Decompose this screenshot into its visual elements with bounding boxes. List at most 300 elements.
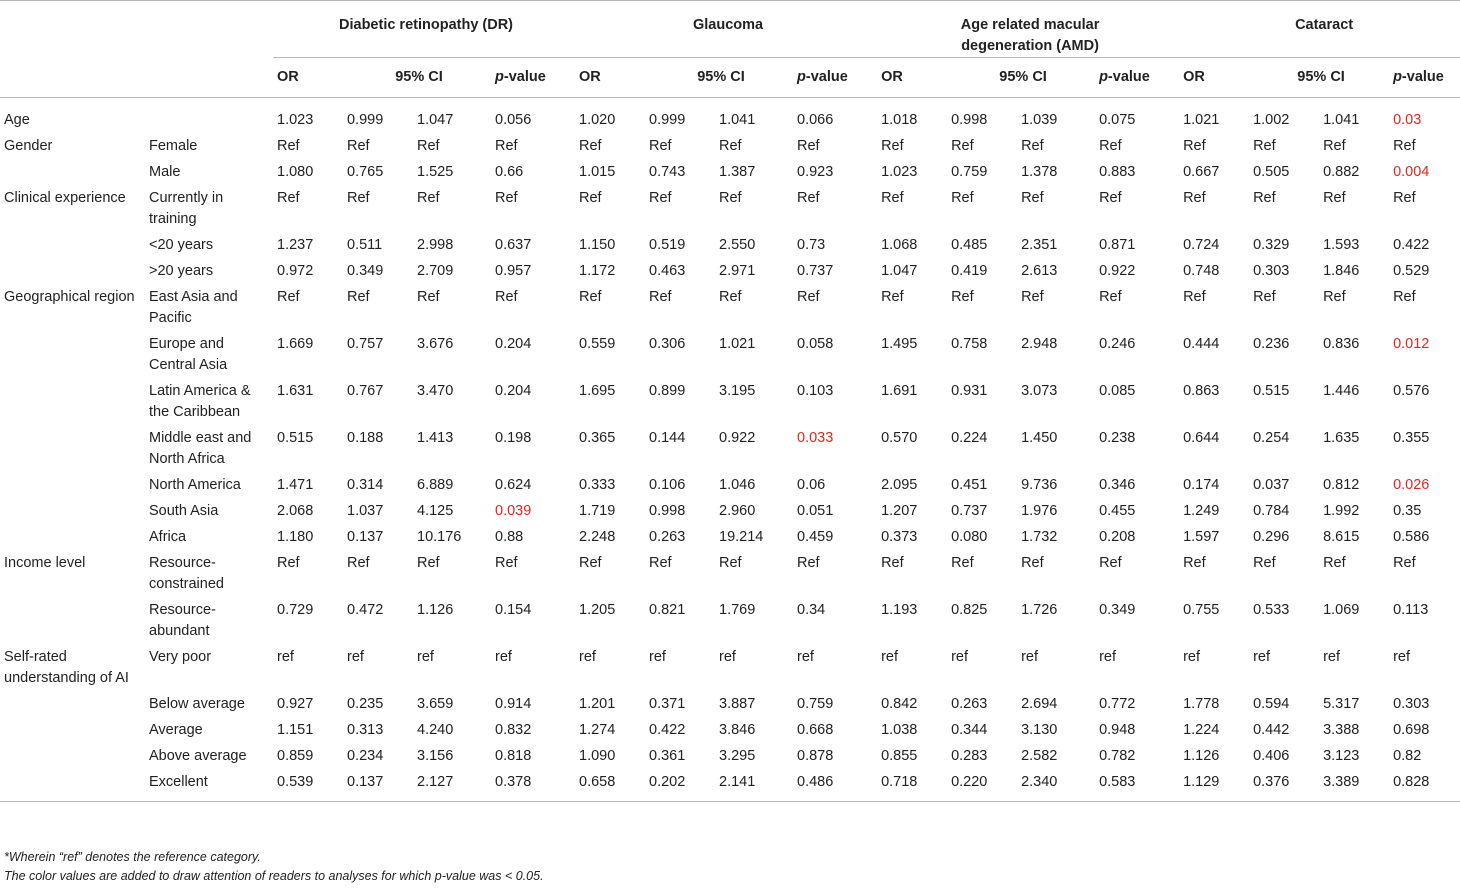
table-cell: 0.039: [495, 503, 532, 519]
table-cell: ref: [951, 649, 968, 665]
col-pvalue-dr: p-value: [491, 58, 575, 98]
row-subcategory: Average: [149, 722, 203, 738]
table-cell: 1.525: [417, 164, 454, 180]
table-cell: Ref: [649, 555, 672, 571]
table-cell: 1.495: [881, 336, 918, 352]
table-cell: 1.207: [881, 503, 918, 519]
table-cell: 3.295: [719, 748, 756, 764]
table-cell: 1.593: [1323, 237, 1360, 253]
table-cell: 0.236: [1253, 336, 1290, 352]
table-cell: Ref: [719, 138, 742, 154]
table-cell: Ref: [1099, 138, 1122, 154]
table-cell: 0.957: [495, 263, 532, 279]
row-category: Gender: [4, 138, 53, 154]
table-cell: 0.667: [1183, 164, 1220, 180]
table-cell: 3.130: [1021, 722, 1058, 738]
table-cell: 0.472: [347, 602, 384, 618]
table-cell: 2.141: [715, 769, 793, 802]
table-cell: 1.378: [1021, 164, 1058, 180]
row-subcategory: Above average: [149, 748, 247, 764]
table-cell: 1.068: [881, 237, 918, 253]
table-cell: 0.371: [649, 696, 686, 712]
table-cell: 0.570: [881, 430, 918, 446]
table-row: [0, 133, 1460, 159]
table-cell: 0.154: [495, 602, 532, 618]
table-cell: 2.127: [413, 769, 491, 802]
table-cell: 1.450: [1021, 430, 1058, 446]
table-cell: ref: [881, 649, 898, 665]
row-subcategory: North America: [149, 477, 241, 493]
table-cell: Ref: [951, 190, 974, 206]
table-cell: 0.586: [1393, 529, 1430, 545]
table-cell: 0.344: [951, 722, 988, 738]
header-blank-2: [0, 58, 273, 98]
table-cell: 0.026: [1393, 477, 1430, 493]
row-subcategory: Excellent: [145, 769, 273, 802]
table-cell: 0.914: [495, 696, 532, 712]
col-ci-glaucoma: 95% CI: [645, 58, 793, 98]
table-cell: Ref: [347, 555, 370, 571]
table-cell: 0.529: [1393, 263, 1430, 279]
table-cell: 2.095: [881, 477, 918, 493]
table-cell: Ref: [797, 190, 820, 206]
table-cell: 2.351: [1021, 237, 1058, 253]
table-cell: 0.422: [649, 722, 686, 738]
table-cell: 0.594: [1253, 696, 1290, 712]
table-row: [0, 284, 1460, 331]
table-cell: Ref: [951, 289, 974, 305]
table-cell: 0.455: [1099, 503, 1136, 519]
table-cell: 0.998: [951, 112, 988, 128]
table-cell: 0.583: [1095, 769, 1179, 802]
table-cell: Ref: [649, 138, 672, 154]
table-cell: 2.248: [579, 529, 616, 545]
table-cell: 0.784: [1253, 503, 1290, 519]
col-pvalue-glaucoma: p-value: [793, 58, 877, 98]
table-cell: Ref: [797, 138, 820, 154]
table-cell: 0.948: [1099, 722, 1136, 738]
table-cell: 0.765: [347, 164, 384, 180]
table-cell: 0.188: [347, 430, 384, 446]
table-cell: 0.329: [1253, 237, 1290, 253]
table-cell: ref: [1253, 649, 1270, 665]
table-cell: 1.249: [1183, 503, 1220, 519]
table-cell: 1.976: [1021, 503, 1058, 519]
table-cell: 0.519: [649, 237, 686, 253]
table-cell: 2.613: [1021, 263, 1058, 279]
table-cell: 0.106: [649, 477, 686, 493]
table-cell: Ref: [1393, 289, 1416, 305]
table-cell: 0.828: [1389, 769, 1460, 802]
row-category: [0, 717, 145, 743]
table-cell: Ref: [1183, 190, 1206, 206]
table-cell: 0.224: [951, 430, 988, 446]
table-cell: ref: [649, 649, 666, 665]
table-row: [0, 550, 1460, 597]
table-cell: 3.156: [417, 748, 454, 764]
table-cell: Ref: [881, 555, 904, 571]
table-cell: Ref: [347, 138, 370, 154]
table-cell: Ref: [649, 190, 672, 206]
table-cell: 0.444: [1183, 336, 1220, 352]
table-cell: 2.582: [1021, 748, 1058, 764]
table-cell: 0.899: [649, 383, 686, 399]
table-cell: 0.103: [797, 383, 834, 399]
table-cell: 0.459: [797, 529, 834, 545]
table-cell: 1.150: [579, 237, 616, 253]
table-cell: Ref: [347, 190, 370, 206]
table-cell: 19.214: [719, 529, 764, 545]
table-cell: 0.314: [347, 477, 384, 493]
row-subcategory: Currently in training: [149, 190, 224, 227]
table-cell: 0.220: [947, 769, 1017, 802]
table-cell: Ref: [1393, 190, 1416, 206]
table-cell: ref: [579, 649, 596, 665]
row-category: [0, 232, 145, 258]
table-cell: 0.235: [347, 696, 384, 712]
table-cell: 1.719: [579, 503, 616, 519]
table-cell: 1.769: [719, 602, 756, 618]
table-cell: 0.283: [951, 748, 988, 764]
row-category: [0, 597, 145, 644]
table-cell: 0.743: [649, 164, 686, 180]
table-cell: 0.724: [1183, 237, 1220, 253]
table-cell: Ref: [719, 190, 742, 206]
table-cell: 2.948: [1021, 336, 1058, 352]
table-cell: 0.66: [495, 164, 524, 180]
row-category: Geographical region: [4, 289, 135, 305]
table-cell: 0.373: [881, 529, 918, 545]
table-cell: 2.998: [417, 237, 454, 253]
table-cell: 1.631: [277, 383, 314, 399]
row-category: [0, 743, 145, 769]
table-cell: 0.863: [1183, 383, 1220, 399]
table-cell: 0.234: [347, 748, 384, 764]
table-cell: Ref: [797, 555, 820, 571]
table-cell: ref: [719, 649, 736, 665]
col-pvalue-amd: p-value: [1095, 58, 1179, 98]
table-cell: 0.406: [1253, 748, 1290, 764]
table-row: [0, 159, 1460, 185]
table-row: [0, 378, 1460, 425]
table-cell: Ref: [881, 138, 904, 154]
table-cell: 0.757: [347, 336, 384, 352]
table-cell: 0.698: [1393, 722, 1430, 738]
table-cell: 0.037: [1253, 477, 1290, 493]
table-cell: Ref: [495, 190, 518, 206]
table-cell: 0.419: [951, 263, 988, 279]
table-cell: 0.759: [951, 164, 988, 180]
table-cell: 0.012: [1393, 336, 1430, 352]
table-cell: 0.836: [1323, 336, 1360, 352]
table-cell: Ref: [579, 289, 602, 305]
table-cell: Ref: [951, 555, 974, 571]
table-cell: 0.931: [951, 383, 988, 399]
row-category: [0, 498, 145, 524]
table-cell: Ref: [417, 138, 440, 154]
table-cell: 0.303: [1253, 263, 1290, 279]
table-cell: 2.550: [719, 237, 756, 253]
table-row: [0, 472, 1460, 498]
header-blank: [0, 1, 273, 58]
table-cell: 0.056: [495, 112, 532, 128]
table-cell: 2.340: [1017, 769, 1095, 802]
table-cell: 1.205: [579, 602, 616, 618]
table-body: [0, 98, 1460, 802]
table-cell: 1.726: [1021, 602, 1058, 618]
row-category: [0, 472, 145, 498]
table-row: [0, 232, 1460, 258]
row-subcategory: Female: [149, 138, 198, 154]
table-cell: 0.033: [797, 430, 834, 446]
table-cell: 10.176: [417, 529, 462, 545]
table-cell: 0.922: [1099, 263, 1136, 279]
table-cell: 0.718: [877, 769, 947, 802]
table-cell: Ref: [1323, 289, 1346, 305]
group-header-row: [0, 1, 1460, 58]
table-cell: Ref: [495, 555, 518, 571]
table-cell: 0.349: [347, 263, 384, 279]
table-row: [0, 717, 1460, 743]
table-cell: 0.451: [951, 477, 988, 493]
table-cell: 3.123: [1323, 748, 1360, 764]
row-category: Age: [4, 112, 30, 128]
table-cell: 0.246: [1099, 336, 1136, 352]
table-cell: Ref: [1183, 555, 1206, 571]
table-cell: 1.018: [881, 112, 918, 128]
table-cell: 0.066: [797, 112, 834, 128]
table-cell: Ref: [1183, 138, 1206, 154]
table-cell: 0.365: [579, 430, 616, 446]
table-cell: 0.202: [645, 769, 715, 802]
table-cell: Ref: [1393, 138, 1416, 154]
table-cell: 1.387: [719, 164, 756, 180]
row-category: [0, 159, 145, 185]
table-cell: 0.999: [649, 112, 686, 128]
table-cell: 1.778: [1183, 696, 1220, 712]
table-cell: 0.882: [1323, 164, 1360, 180]
row-category: [0, 425, 145, 472]
table-cell: 1.047: [881, 263, 918, 279]
table-cell: Ref: [1393, 555, 1416, 571]
table-cell: 0.842: [881, 696, 918, 712]
table-cell: 0.303: [1393, 696, 1430, 712]
table-cell: 3.676: [417, 336, 454, 352]
table-cell: 0.818: [495, 748, 532, 764]
row-subcategory: Resource-abundant: [149, 602, 216, 639]
table-cell: 1.691: [881, 383, 918, 399]
table-cell: 0.576: [1393, 383, 1430, 399]
table-cell: 1.021: [1183, 112, 1220, 128]
table-cell: 0.254: [1253, 430, 1290, 446]
table-cell: 1.732: [1021, 529, 1058, 545]
row-category: [0, 524, 145, 550]
table-cell: 0.624: [495, 477, 532, 493]
table-cell: 1.413: [417, 430, 454, 446]
table-cell: 2.068: [277, 503, 314, 519]
table-cell: ref: [277, 649, 294, 665]
row-subcategory: East Asia and Pacific: [149, 289, 238, 326]
table-cell: 0.03: [1393, 112, 1422, 128]
table-cell: Ref: [719, 555, 742, 571]
table-cell: 3.887: [719, 696, 756, 712]
table-row: [0, 769, 1460, 802]
table-cell: 0.644: [1183, 430, 1220, 446]
row-subcategory: <20 years: [149, 237, 214, 253]
group-header-cataract: Cataract: [1179, 1, 1460, 58]
table-cell: 0.559: [579, 336, 616, 352]
table-cell: 0.855: [881, 748, 918, 764]
row-subcategory: >20 years: [149, 263, 214, 279]
table-cell: 0.263: [951, 696, 988, 712]
table-cell: 0.486: [793, 769, 877, 802]
table-cell: Ref: [417, 289, 440, 305]
table-cell: 1.002: [1253, 112, 1290, 128]
table-cell: 0.767: [347, 383, 384, 399]
table-cell: 0.999: [347, 112, 384, 128]
table-cell: 1.015: [579, 164, 616, 180]
col-or-dr: OR: [273, 58, 343, 98]
row-category: Income level: [4, 555, 86, 571]
table-cell: 0.871: [1099, 237, 1136, 253]
table-cell: 0.821: [649, 602, 686, 618]
table-cell: 0.075: [1099, 112, 1136, 128]
row-category: [0, 378, 145, 425]
table-cell: 0.859: [277, 748, 314, 764]
table-cell: Ref: [1323, 555, 1346, 571]
table-cell: ref: [1021, 649, 1038, 665]
table-cell: Ref: [1253, 289, 1276, 305]
table-cell: 0.137: [347, 529, 384, 545]
table-cell: ref: [1393, 649, 1410, 665]
table-cell: 0.422: [1393, 237, 1430, 253]
table-cell: 1.446: [1323, 383, 1360, 399]
table-cell: 1.274: [579, 722, 616, 738]
table-cell: 1.037: [347, 503, 384, 519]
table-cell: 3.470: [417, 383, 454, 399]
table-cell: 3.846: [719, 722, 756, 738]
table-cell: 2.709: [417, 263, 454, 279]
table-cell: Ref: [1253, 190, 1276, 206]
table-cell: 1.992: [1323, 503, 1360, 519]
row-subcategory: Latin America & the Caribbean: [149, 383, 251, 420]
table-cell: 0.34: [797, 602, 826, 618]
col-or-amd: OR: [877, 58, 947, 98]
group-header-glaucoma: Glaucoma: [575, 1, 877, 58]
table-row: [0, 498, 1460, 524]
table-cell: Ref: [495, 138, 518, 154]
table-cell: Ref: [1099, 289, 1122, 305]
table-cell: Ref: [881, 190, 904, 206]
table-cell: 1.172: [579, 263, 616, 279]
group-header-dr: Diabetic retinopathy (DR): [273, 1, 575, 58]
table-cell: 0.355: [1393, 430, 1430, 446]
table-cell: 9.736: [1021, 477, 1058, 493]
table-cell: 1.023: [881, 164, 918, 180]
table-cell: 1.224: [1183, 722, 1220, 738]
table-cell: 1.047: [417, 112, 454, 128]
table-cell: 1.041: [1323, 112, 1360, 128]
table-cell: Ref: [417, 555, 440, 571]
table-cell: 0.306: [649, 336, 686, 352]
table-cell: 3.073: [1021, 383, 1058, 399]
row-subcategory: South Asia: [149, 503, 219, 519]
table-cell: 0.004: [1393, 164, 1430, 180]
table-cell: 0.729: [277, 602, 314, 618]
table-cell: 0.533: [1253, 602, 1290, 618]
table-cell: 0.511: [347, 237, 383, 253]
col-pvalue-cataract: p-value: [1389, 58, 1460, 98]
table-cell: 0.505: [1253, 164, 1290, 180]
table-cell: 4.240: [417, 722, 454, 738]
table-row: [0, 258, 1460, 284]
table-cell: Ref: [1021, 190, 1044, 206]
table-cell: 4.125: [417, 503, 454, 519]
row-subcategory: Resource-constrained: [149, 555, 224, 592]
table-cell: ref: [417, 649, 434, 665]
table-cell: Ref: [277, 289, 300, 305]
table-cell: 0.737: [797, 263, 834, 279]
table-cell: 0.198: [495, 430, 532, 446]
table-cell: 0.137: [343, 769, 413, 802]
table-cell: 0.772: [1099, 696, 1136, 712]
footnote-color: The color values are added to draw attention of readers to analyses for which p-value was < 0.05.: [4, 869, 544, 883]
table-cell: 0.972: [277, 263, 314, 279]
table-cell: 1.080: [277, 164, 314, 180]
row-category: Clinical experience: [4, 190, 126, 206]
table-cell: Ref: [719, 289, 742, 305]
table-cell: 0.485: [951, 237, 988, 253]
table-cell: 0.923: [797, 164, 834, 180]
table-cell: Ref: [649, 289, 672, 305]
table-cell: Ref: [881, 289, 904, 305]
col-ci-dr: 95% CI: [343, 58, 491, 98]
table-cell: 1.126: [1183, 748, 1220, 764]
table-cell: 0.204: [495, 383, 532, 399]
table-cell: Ref: [951, 138, 974, 154]
table-cell: 1.021: [719, 336, 756, 352]
table-cell: 1.129: [1179, 769, 1249, 802]
table-cell: Ref: [495, 289, 518, 305]
table-cell: 1.090: [579, 748, 616, 764]
table-cell: 0.812: [1323, 477, 1360, 493]
table-footnotes: [4, 848, 544, 886]
col-or-glaucoma: OR: [575, 58, 645, 98]
table-cell: Ref: [1253, 555, 1276, 571]
table-cell: ref: [797, 649, 814, 665]
row-category: [0, 258, 145, 284]
table-cell: 2.971: [719, 263, 756, 279]
table-cell: 0.263: [649, 529, 686, 545]
table-cell: 0.085: [1099, 383, 1136, 399]
table-cell: 1.695: [579, 383, 616, 399]
table-cell: ref: [1183, 649, 1200, 665]
table-cell: 8.615: [1323, 529, 1360, 545]
table-cell: 1.193: [881, 602, 918, 618]
table-cell: 1.846: [1323, 263, 1360, 279]
table-cell: 0.658: [575, 769, 645, 802]
table-cell: 0.463: [649, 263, 686, 279]
table-cell: 1.039: [1021, 112, 1058, 128]
table-cell: 0.758: [951, 336, 988, 352]
table-cell: 0.82: [1393, 748, 1422, 764]
table-cell: 0.922: [719, 430, 756, 446]
table-cell: 0.349: [1099, 602, 1136, 618]
table-cell: 0.73: [797, 237, 826, 253]
table-cell: 0.927: [277, 696, 314, 712]
column-header-row: [0, 58, 1460, 98]
table-cell: ref: [1099, 649, 1116, 665]
